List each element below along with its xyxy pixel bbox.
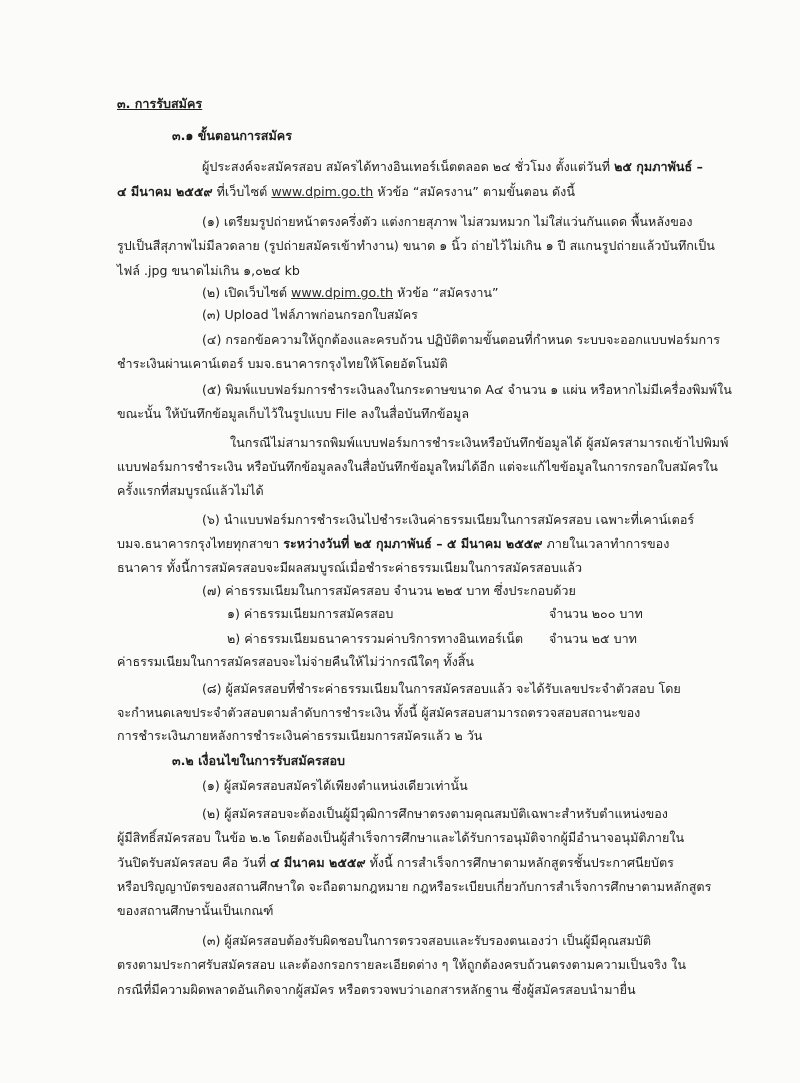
website-link-2[interactable]: www.dpim.go.th [291,285,393,300]
step-1-line-2: รูปเป็นสีสุภาพไม่มีลวดลาย (รูปถ่ายสมัครเข้าทำงาน) ขนาด ๑ นิ้ว ถ่ายไว้ไม่เกิน ๑ ปี สแกนรูปถ่ายแล้วบันทึกเป็น [117,238,715,253]
intro-line-2: ๔ มีนาคม ๒๕๕๙ ที่เว็บไซต์ www.dpim.go.th หัวข้อ “สมัครงาน” ตามขั้นตอน ดังนี้ [117,184,575,199]
step-8-line-1: (๘) ผู้สมัครสอบที่ชำระค่าธรรมเนียมในการสมัครสอบแล้ว จะได้รับเลขประจำตัวสอบ โดย [202,681,681,696]
condition-3-line-3: กรณีที่มีความผิดพลาดอันเกิดจากผู้สมัคร หรือตรวจพบว่าเอกสารหลักฐาน ซึ่งผู้สมัครสอบนำมายื่น [117,982,636,997]
step-5-line-1: (๕) พิมพ์แบบฟอร์มการชำระเงินลงในกระดาษขนาด A๔ จำนวน ๑ แผ่น หรือหากไม่มีเครื่องพิมพ์ใน [202,382,732,397]
step-2: (๒) เปิดเว็บไซต์ www.dpim.go.th หัวข้อ “สมัครงาน” [202,285,499,300]
step-5-line-2: ขณะนั้น ให้บันทึกข้อมูลเก็บไว้ในรูปแบบ File ลงในสื่อบันทึกข้อมูล [117,406,470,421]
condition-3-line-2: ตรงตามประกาศรับสมัครสอบ และต้องกรอกรายละเอียดต่าง ๆ ให้ถูกต้องครบถ้วนตรงตามความเป็นจริง ใน [117,957,686,972]
step-8-line-3: การชำระเงินภายหลังการชำระเงินค่าธรรมเนียมการสมัครแล้ว ๒ วัน [117,728,483,743]
website-link[interactable]: www.dpim.go.th [271,184,374,199]
step-7: (๗) ค่าธรรมเนียมในการสมัครสอบ จำนวน ๒๒๕ บาท ซึ่งประกอบด้วย [202,583,576,598]
fee-note: ค่าธรรมเนียมในการสมัครสอบจะไม่จ่ายคืนให้ไม่ว่ากรณีใดๆ ทั้งสิ้น [117,654,475,669]
step-6-line-1: (๖) นำแบบฟอร์มการชำระเงินไปชำระเงินค่าธรรมเนียมในการสมัครสอบ เฉพาะที่เคาน์เตอร์ [202,512,695,527]
intro-line-1: ผู้ประสงค์จะสมัครสอบ สมัครได้ทางอินเทอร์เน็ตตลอด ๒๔ ชั่วโมง ตั้งแต่วันที่ ๒๕ กุมภาพันธ์ – [202,159,703,174]
step-4-line-2: ชำระเงินผ่านเคาน์เตอร์ บมจ.ธนาคารกรุงไทยให้โดยอัตโนมัติ [117,356,448,371]
condition-2-line-4: หรือปริญญาบัตรของสถานศึกษาใด จะถือตามกฎหมาย กฎหรือระเบียบเกี่ยวกับการสำเร็จการศึกษาตามหลักสูตร [117,879,712,894]
note-line-1: ในกรณีไม่สามารถพิมพ์แบบฟอร์มการชำระเงินหรือบันทึกข้อมูลได้ ผู้สมัครสามารถเข้าไปพิมพ์ [230,435,729,450]
fee-item-1-amount: จำนวน ๒๐๐ บาท [549,606,643,621]
condition-3-line-1: (๓) ผู้สมัครสอบต้องรับผิดชอบในการตรวจสอบและรับรองตนเองว่า เป็นผู้มีคุณสมบัติ [202,933,652,948]
condition-2-line-1: (๒) ผู้สมัครสอบจะต้องเป็นผู้มีวุฒิการศึกษาตรงตามคุณสมบัติเฉพาะสำหรับตำแหน่งของ [202,806,668,821]
subsection-heading-3-1: ๓.๑ ขั้นตอนการสมัคร [172,128,292,143]
step-1-line-1: (๑) เตรียมรูปถ่ายหน้าตรงครึ่งตัว แต่งกายสุภาพ ไม่สวมหมวก ไม่ใส่แว่นกันแดด พื้นหลังของ [202,214,693,229]
section-title: ๓. การรับสมัคร [117,96,203,111]
step-8-line-2: จะกำหนดเลขประจำตัวสอบตามลำดับการชำระเงิน ทั้งนี้ ผู้สมัครสอบสามารถตรวจสอบสถานะของ [117,705,641,720]
note-line-2: แบบฟอร์มการชำระเงิน หรือบันทึกข้อมูลลงในสื่อบันทึกข้อมูลใหม่ได้อีก แต่จะแก้ไขข้อมูลในการกรอกใบสมัครใน [117,459,718,474]
fee-item-2-label: ๒) ค่าธรรมเนียมธนาคารรวมค่าบริการทางอินเทอร์เน็ต [227,631,524,646]
fee-item-2-amount: จำนวน ๒๕ บาท [549,631,637,646]
step-6-line-3: ธนาคาร ทั้งนี้การสมัครสอบจะมีผลสมบูรณ์เมื่อชำระค่าธรรมเนียมในการสมัครสอบแล้ว [117,560,583,575]
condition-2-line-3: วันปิดรับสมัครสอบ คือ วันที่ ๔ มีนาคม ๒๕๕๙ ทั้งนี้ การสำเร็จการศึกษาตามหลักสูตรชั้นประกาศนียบัตร [117,855,674,870]
condition-2-line-5: ของสถานศึกษานั้นเป็นเกณฑ์ [117,903,274,918]
condition-2-line-2: ผู้มีสิทธิ์สมัครสอบ ในข้อ ๒.๒ โดยต้องเป็นผู้สำเร็จการศึกษาและได้รับการอนุมัติจากผู้มีอำนาจอนุมัติภายใน [117,830,685,845]
condition-1: (๑) ผู้สมัครสอบสมัครได้เพียงตำแหน่งเดียวเท่านั้น [202,778,468,793]
subsection-heading-3-2: ๓.๒ เงื่อนไขในการรับสมัครสอบ [172,753,346,768]
step-3: (๓) Upload ไฟล์ภาพก่อนกรอกใบสมัคร [202,307,418,322]
step-1-line-3: ไฟล์ .jpg ขนาดไม่เกิน ๑,๐๒๔ kb [117,263,300,278]
fee-item-1-label: ๑) ค่าธรรมเนียมการสมัครสอบ [227,606,394,621]
step-4-line-1: (๔) กรอกข้อความให้ถูกต้องและครบถ้วน ปฏิบัติตามขั้นตอนที่กำหนด ระบบจะออกแบบฟอร์มการ [202,332,721,347]
step-6-line-2: บมจ.ธนาคารกรุงไทยทุกสาขา ระหว่างวันที่ ๒๕ กุมภาพันธ์ – ๕ มีนาคม ๒๕๕๙ ภายในเวลาทำการของ [117,536,670,551]
note-line-3: ครั้งแรกที่สมบูรณ์แล้วไม่ได้ [117,483,264,498]
